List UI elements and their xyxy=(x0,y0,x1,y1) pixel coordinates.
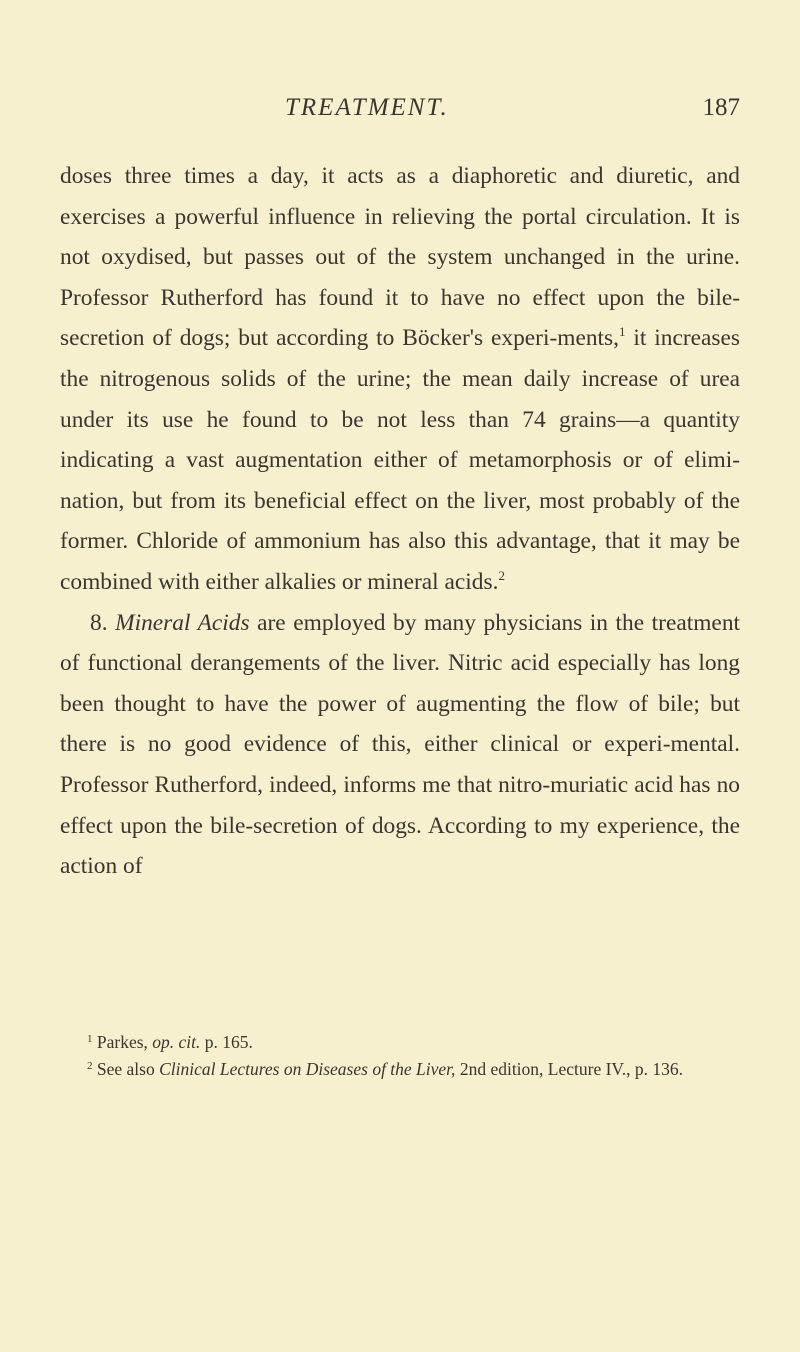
footnote-1-post: p. 165. xyxy=(200,1032,253,1052)
footnote-1 xyxy=(60,1029,740,1056)
footnote-2-pre: See also xyxy=(92,1058,160,1079)
footnote-ref-1: 1 xyxy=(618,324,626,340)
footnote-2 xyxy=(60,1056,740,1083)
page-number: 187 xyxy=(702,94,740,121)
footnotes xyxy=(60,1029,740,1082)
paragraph-2-text: are employed by many physicians in the treatment of functional derangements of the liver. Nitric acid especially has long been thought to have the power of augmenting the flow of bile; but there is no good evidence of this, either clinical or experi-mental. Professor Rutherford, indeed, informs me that nitro-muriatic acid has no effect upon the bile-secretion of dogs. According to my experience, the action of xyxy=(60,609,741,880)
paragraph-1-text-a: doses three times a day, it acts as a diaphoretic and diuretic, and exercises a powerful influence in relieving the portal circulation. It is not oxydised, but passes out of the system unchanged in the urine. Professor Rutherford has found it to have no effect upon the bile-secretion of dogs; but according to Böcker's experi-ments, xyxy=(60,163,740,352)
footnote-2-post: 2nd edition, Lecture IV., p. 136. xyxy=(455,1058,684,1079)
footnote-1-pre: Parkes, xyxy=(92,1032,153,1052)
running-head: TREATMENT. xyxy=(285,94,449,121)
paragraph-2 xyxy=(60,603,740,887)
footnote-2-italic: Clinical Lectures on Diseases of the Liver, xyxy=(159,1058,456,1079)
paragraph-1 xyxy=(60,156,740,603)
footnote-mark-2: 2 xyxy=(87,1059,93,1072)
paragraph-1-text-b: it increases the nitrogenous solids of the urine; the mean daily increase of urea under its use he found to be not less than 74 grains—a quantity indicating a vast augmentation either of metamorphosis or of elimi-nation, but from its beneficial effect on the liver, most probably of the former. Chloride of ammonium has also this advantage, that it may be combined with either alkalies or mineral acids. xyxy=(60,325,740,595)
footnote-mark-1: 1 xyxy=(87,1033,93,1045)
section-title: Mineral Acids xyxy=(115,609,250,636)
section-number: 8. xyxy=(90,609,116,636)
page-header xyxy=(0,94,800,134)
footnote-ref-2: 2 xyxy=(498,567,505,583)
body-text xyxy=(60,156,740,887)
footnote-1-italic: op. cit. xyxy=(152,1032,201,1052)
